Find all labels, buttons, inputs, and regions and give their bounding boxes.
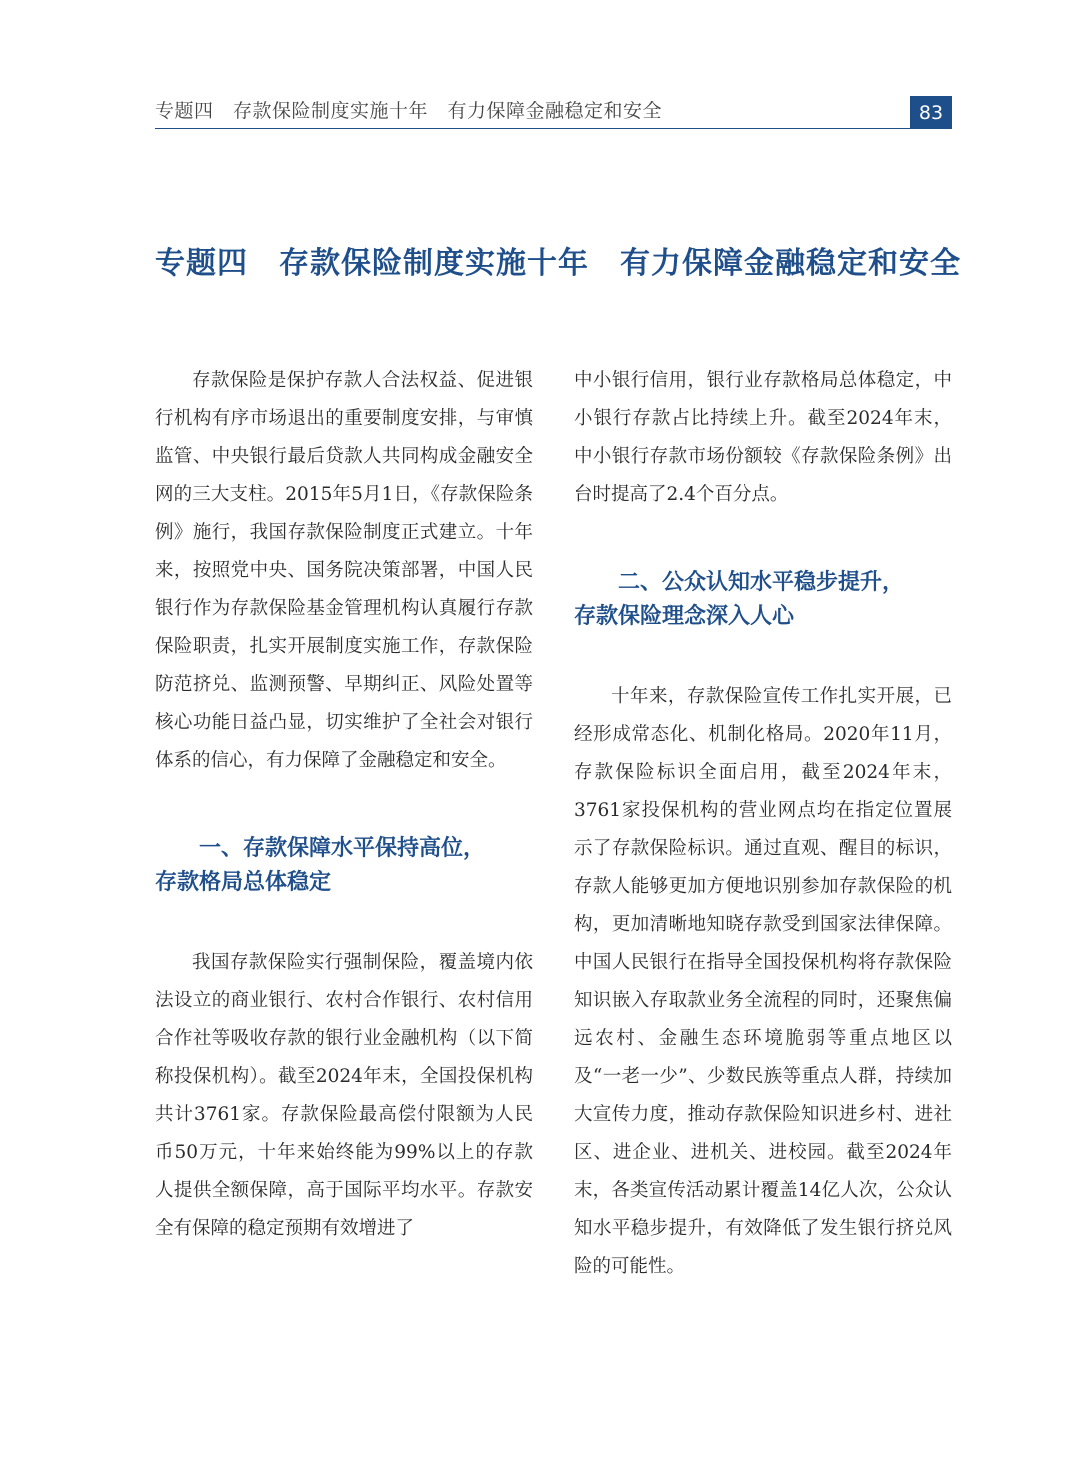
section-2-heading-line-1: 二、公众认知水平稳步提升， xyxy=(618,570,905,595)
left-column xyxy=(155,362,533,1248)
continuation-paragraph: 中小银行信用，银行业存款格局总体稳定，中小银行存款占比持续上升。截至2024年末，中小银行存款市场份额较《存款保险条例》出台时提高了2.4个百分点。 xyxy=(574,370,952,505)
section-2-body: 十年来，存款保险宣传工作扎实开展，已经形成常态化、机制化格局。2020年11月，存款保险标识全面启用，截至2024年末，3761家投保机构的营业网点均在指定位置展示了存款保险标识。通过直观、醒目的标识，存款人能够更加方便地识别参加存款保险的机构，更加清晰地知晓存款受到国家法律保障。中国人民银行在指导全国投保机构将存款保险知识嵌入存取款业务全流程的同时，还聚焦偏远农村、金融生态环境脆弱等重点地区以及“一老一少”、少数民族等重点人群，持续加大宣传力度，推动存款保险知识进乡村、进社区、进企业、进机关、进校园。截至2024年末，各类宣传活动累计覆盖14亿人次，公众认知水平稳步提升，有效降低了发生银行挤兑风险的可能性。 xyxy=(574,686,952,1277)
page-number: 83 xyxy=(910,96,952,129)
right-column xyxy=(574,362,952,1286)
header-rule xyxy=(155,128,952,129)
intro-paragraph: 存款保险是保护存款人合法权益、促进银行机构有序市场退出的重要制度安排，与审慎监管、中央银行最后贷款人共同构成金融安全网的三大支柱。2015年5月1日，《存款保险条例》施行，我国存款保险制度正式建立。十年来，按照党中央、国务院决策部署，中国人民银行作为存款保险基金管理机构认真履行存款保险职责，扎实开展制度实施工作，存款保险防范挤兑、监测预警、早期纠正、风险处置等核心功能日益凸显，切实维护了全社会对银行体系的信心，有力保障了金融稳定和安全。 xyxy=(155,370,533,771)
page-title: 专题四 存款保险制度实施十年 有力保障金融稳定和安全 xyxy=(155,246,961,281)
section-2-heading xyxy=(574,566,952,634)
section-1-heading-line-2: 存款格局总体稳定 xyxy=(155,870,332,895)
running-header: 专题四 存款保险制度实施十年 有力保障金融稳定和安全 xyxy=(155,100,663,122)
section-1-body: 我国存款保险实行强制保险，覆盖境内依法设立的商业银行、农村合作银行、农村信用合作社等吸收存款的银行业金融机构（以下简称投保机构）。截至2024年末，全国投保机构共计3761家。存款保险最高偿付限额为人民币50万元，十年来始终能为99%以上的存款人提供全额保障，高于国际平均水平。存款安全有保障的稳定预期有效增进了 xyxy=(155,952,533,1239)
section-2-heading-line-2: 存款保险理念深入人心 xyxy=(574,604,795,629)
section-1-heading-line-1: 一、存款保障水平保持高位， xyxy=(199,836,486,861)
section-1-heading xyxy=(155,832,533,900)
